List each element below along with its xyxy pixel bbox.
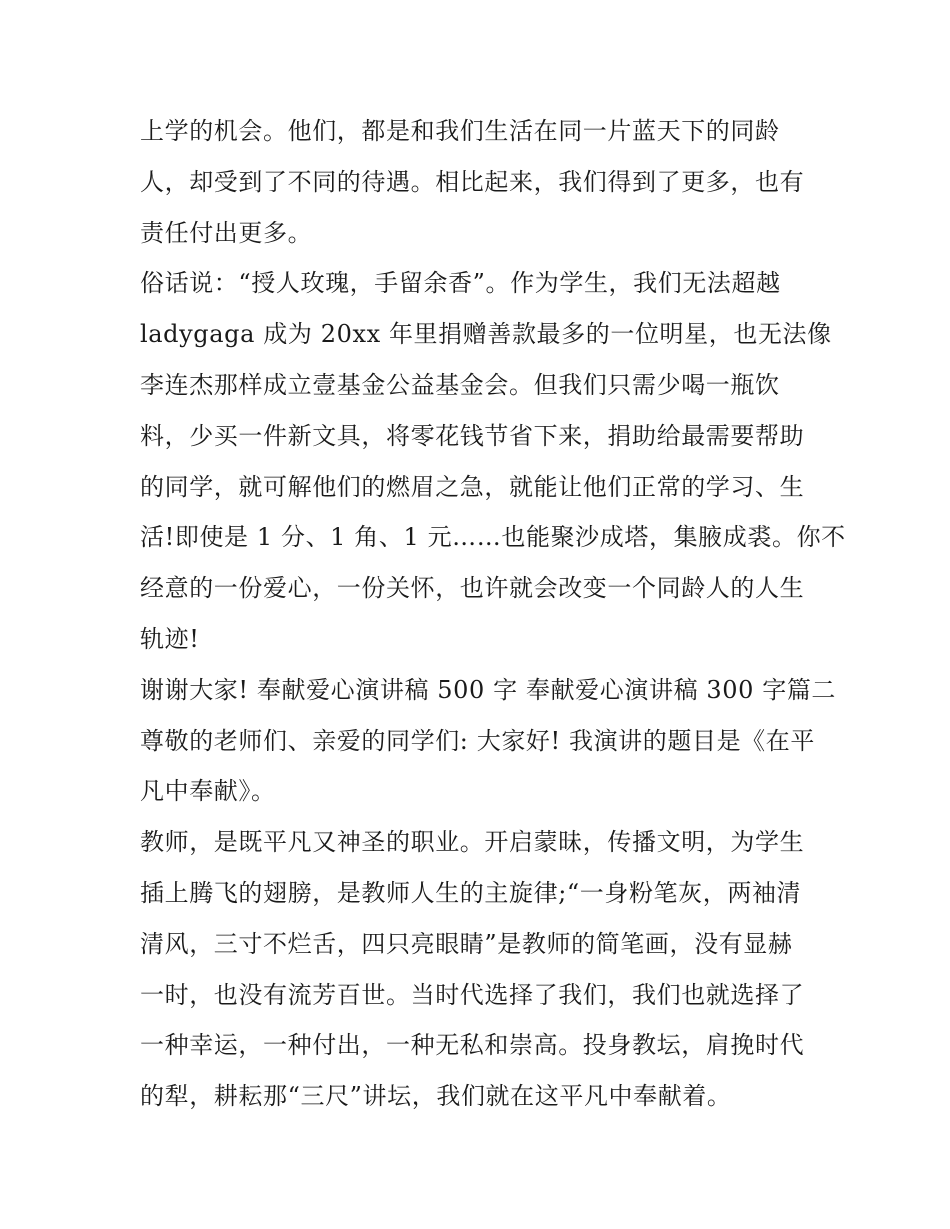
text-line: 谢谢大家! 奉献爱心演讲稿 500 字 奉献爱心演讲稿 300 字篇二: [140, 675, 837, 704]
text-line: 轨迹!: [140, 624, 200, 653]
text-line: 插上腾飞的翅膀，是教师人生的主旋律;“一身粉笔灰，两袖清: [140, 878, 802, 907]
text-line: 俗话说：“授人玫瑰，手留余香”。作为学生，我们无法超越: [140, 269, 781, 298]
text-line: ladygaga 成为 20xx 年里捐赠善款最多的一位明星，也无法像: [140, 320, 832, 349]
text-line: 的犁，耕耘那“三尺”讲坛，我们就在这平凡中奉献着。: [140, 1082, 732, 1111]
body-text: [140, 106, 846, 1122]
text-line: 清风，三寸不烂舌，四只亮眼睛”是教师的简笔画，没有显赫: [140, 929, 793, 958]
text-line: 责任付出更多。: [140, 218, 313, 247]
text-line: 凡中奉献》。: [140, 777, 276, 806]
text-line: 一时，也没有流芳百世。当时代选择了我们，我们也就选择了: [140, 980, 805, 1009]
text-line: 尊敬的老师们、亲爱的同学们: 大家好! 我演讲的题目是《在平: [140, 726, 815, 755]
text-line: 人，却受到了不同的待遇。相比起来，我们得到了更多，也有: [140, 167, 805, 196]
text-line: 料，少买一件新文具，将零花钱节省下来，捐助给最需要帮助: [140, 421, 805, 450]
text-line: 一种幸运，一种付出，一种无私和崇高。投身教坛，肩挽时代: [140, 1031, 805, 1060]
text-line: 的同学，就可解他们的燃眉之急，就能让他们正常的学习、生: [140, 472, 805, 501]
text-line: 经意的一份爱心，一份关怀，也许就会改变一个同龄人的人生: [140, 574, 805, 603]
text-line: 活!即使是 1 分、1 角、1 元……也能聚沙成塔，集腋成裘。你不: [140, 523, 846, 552]
text-line: 上学的机会。他们，都是和我们生活在同一片蓝天下的同龄: [140, 117, 780, 145]
text-line: 教师，是既平凡又神圣的职业。开启蒙昧，传播文明，为学生: [140, 828, 805, 857]
text-line: 李连杰那样成立壹基金公益基金会。但我们只需少喝一瓶饮: [140, 370, 780, 399]
